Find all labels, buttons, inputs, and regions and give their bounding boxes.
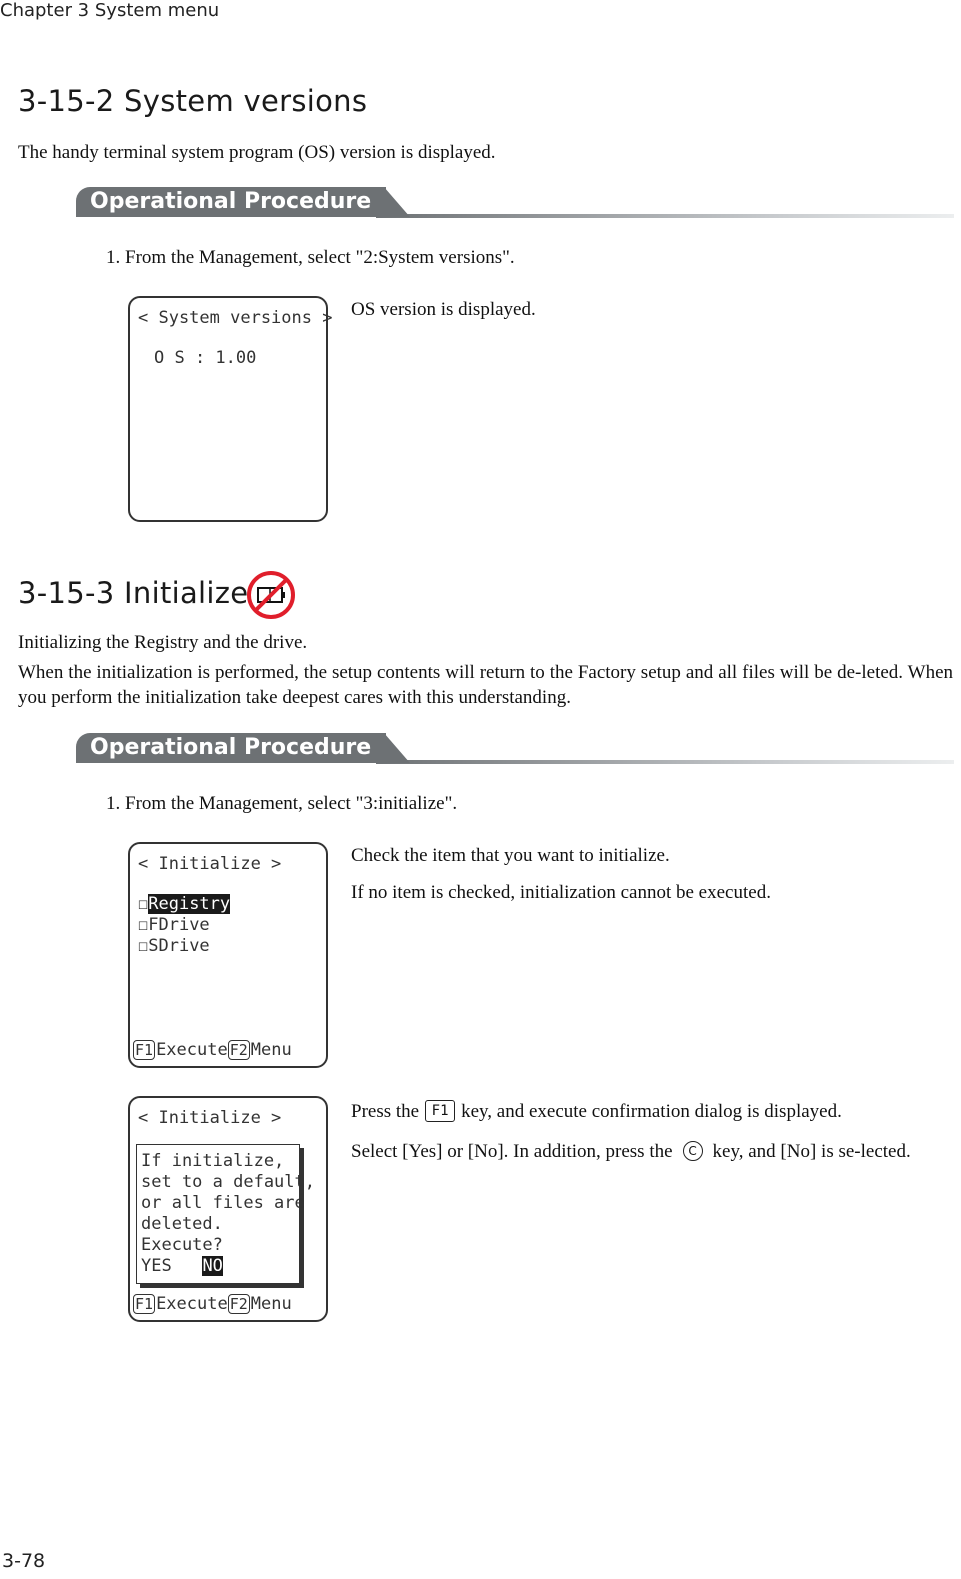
desc-text: key, and execute confirmation dialog is displayed. xyxy=(461,1101,842,1122)
step-description-3 xyxy=(351,1099,931,1124)
f2-key: F2 xyxy=(229,1041,248,1059)
step-1: 1. From the Management, select "2:System versions". xyxy=(106,247,515,268)
step-description-1: Check the item that you want to initialize. xyxy=(351,845,670,866)
option-label: SDrive xyxy=(148,936,210,956)
procedure-label: Operational Procedure xyxy=(76,733,386,763)
chapter-header: Chapter 3 System menu xyxy=(0,0,220,21)
screen-title: < Initialize > xyxy=(138,854,282,874)
screen-title: < Initialize > xyxy=(138,1108,282,1128)
desc-text: key, and [No] is se-lected. xyxy=(712,1141,911,1162)
dialog-choices xyxy=(141,1256,223,1276)
step-description-4 xyxy=(351,1139,931,1164)
device-screen-system-versions xyxy=(128,296,333,522)
device-screen-initialize-confirm xyxy=(128,1096,328,1322)
f2-key: F2 xyxy=(229,1295,248,1313)
section-intro-2: When the initialization is performed, the setup contents will return to the Factory setup and all files will be de-leted. When you perform the initialization take deepest cares with this understanding. xyxy=(18,662,953,708)
f2-label: Menu xyxy=(250,1294,292,1314)
dialog-line: or all files are xyxy=(141,1193,305,1213)
page-number: 3-78 xyxy=(2,1550,46,1572)
dialog-line: Execute? xyxy=(141,1235,223,1255)
option-fdrive xyxy=(138,915,210,935)
dialog-line: If initialize, xyxy=(141,1151,285,1171)
step-1: 1. From the Management, select "3:initialize". xyxy=(106,793,458,814)
checkbox-icon: ☐ xyxy=(138,936,149,956)
desc-text: Select [Yes] or [No]. In addition, press the xyxy=(351,1141,673,1162)
option-sdrive xyxy=(138,936,210,956)
dialog-line: deleted. xyxy=(141,1214,223,1234)
section-title-system-versions: 3-15-2 System versions xyxy=(18,84,368,118)
procedure-banner xyxy=(76,187,954,219)
device-screen-initialize xyxy=(128,842,328,1068)
function-key-bar xyxy=(133,1294,292,1314)
f1-label: Execute xyxy=(156,1040,228,1060)
step-description-2: If no item is checked, initialization cannot be executed. xyxy=(351,882,771,903)
f1-key-icon: F1 xyxy=(425,1100,455,1122)
section-intro-1: Initializing the Registry and the drive. xyxy=(18,632,308,653)
f1-key: F1 xyxy=(135,1041,154,1059)
yes-option: YES xyxy=(141,1256,172,1276)
section-intro: The handy terminal system program (OS) version is displayed. xyxy=(18,142,496,163)
screen-title: < System versions > xyxy=(138,308,333,328)
confirm-dialog xyxy=(136,1144,315,1284)
option-label: FDrive xyxy=(148,915,210,935)
checkbox-icon: ☐ xyxy=(138,915,149,935)
procedure-label: Operational Procedure xyxy=(76,187,386,217)
no-option: NO xyxy=(202,1256,223,1276)
os-version-value: O S : 1.00 xyxy=(154,348,257,368)
f1-key: F1 xyxy=(135,1295,154,1313)
c-key-icon: C xyxy=(683,1141,703,1161)
no-battery-icon xyxy=(246,570,296,620)
f2-label: Menu xyxy=(250,1040,292,1060)
option-label: Registry xyxy=(148,894,231,914)
dialog-line: set to a default, xyxy=(141,1172,315,1192)
desc-text: Press the xyxy=(351,1101,420,1122)
checkbox-icon: ☐ xyxy=(138,894,149,914)
step-description: OS version is displayed. xyxy=(351,299,536,320)
section-title-initialize: 3-15-3 Initialize xyxy=(18,576,249,610)
f1-label: Execute xyxy=(156,1294,228,1314)
option-registry xyxy=(138,894,230,914)
procedure-banner xyxy=(76,733,954,765)
function-key-bar xyxy=(133,1040,292,1060)
